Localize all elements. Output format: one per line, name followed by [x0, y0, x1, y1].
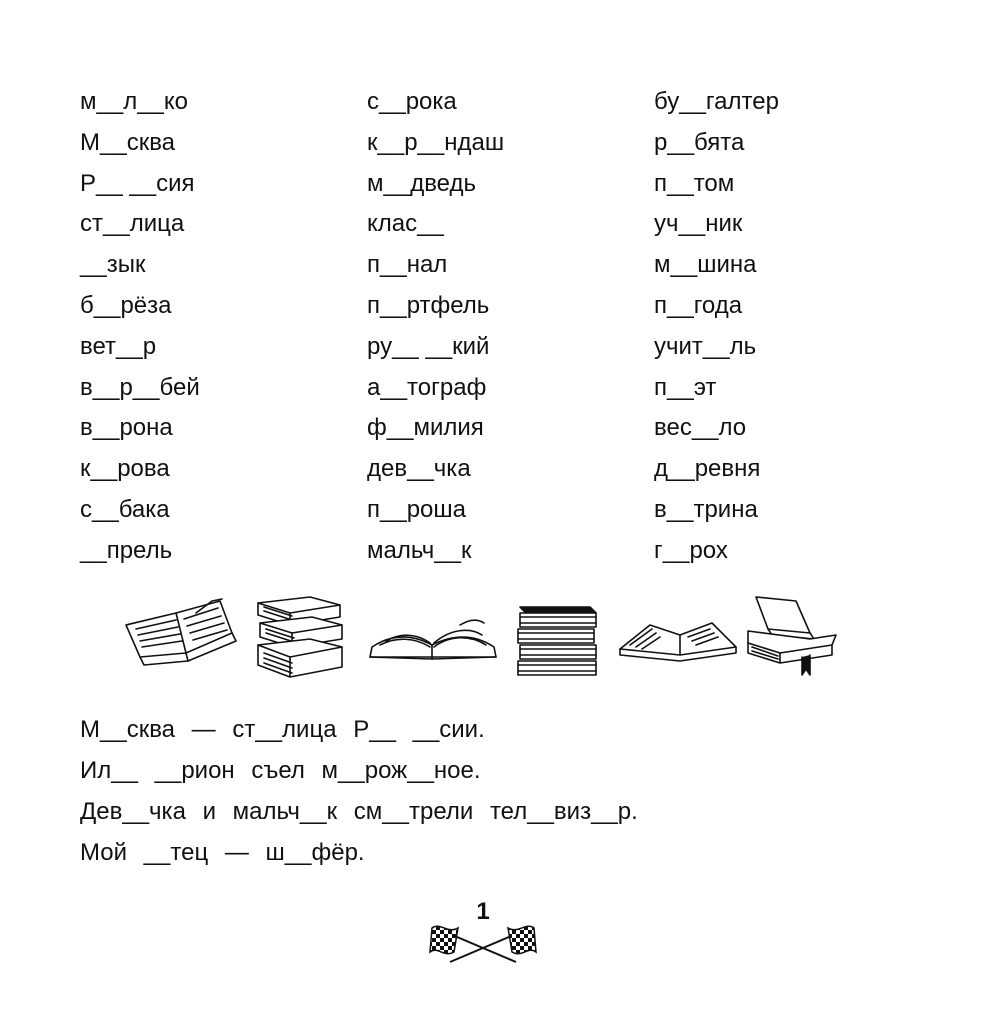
word-item: Р__ __сия — [80, 169, 195, 197]
word-column-2 — [367, 82, 654, 572]
word-item: __прель — [80, 536, 173, 564]
book-stack-icon — [258, 597, 342, 677]
word-item: дев__чка — [367, 455, 471, 483]
word-item: уч__ник — [654, 210, 743, 238]
word-item: в__рона — [80, 414, 173, 442]
word-item: п__года — [654, 291, 743, 319]
word-item: клас__ — [367, 210, 444, 238]
word-item: учит__ль — [654, 332, 757, 360]
sentence-line: Мой __тец — ш__фёр. — [80, 839, 365, 866]
open-book-icon — [620, 623, 736, 661]
book-illustrations — [120, 595, 850, 685]
word-item: с__рока — [367, 88, 457, 115]
word-item: в__трина — [654, 495, 758, 523]
book-pile-icon — [748, 597, 836, 675]
sentence-line: Ил__ __рион съел м__рож__ное. — [80, 757, 481, 784]
word-column-1 — [80, 82, 367, 572]
word-item: п__ртфель — [367, 291, 490, 319]
word-item: к__р__ндаш — [367, 128, 505, 156]
word-item: п__нал — [367, 251, 448, 279]
word-item: м__дведь — [367, 169, 477, 197]
word-item: вес__ло — [654, 414, 747, 442]
word-item: б__рёза — [80, 291, 172, 319]
word-item: в__р__бей — [80, 373, 200, 401]
sentence-exercise — [80, 709, 960, 873]
word-item: мальч__к — [367, 536, 472, 564]
word-item: г__рох — [654, 536, 728, 564]
open-book-icon — [126, 599, 236, 665]
word-item: __зык — [80, 251, 146, 279]
word-item: п__роша — [367, 495, 466, 523]
word-item: п__том — [654, 169, 735, 197]
word-exercise — [80, 82, 940, 572]
word-item: М__сква — [80, 128, 176, 156]
word-item: п__эт — [654, 373, 717, 401]
word-item: с__бака — [80, 495, 170, 523]
checkered-flags-icon — [428, 918, 538, 968]
word-item: а__тограф — [367, 373, 487, 401]
sentence-line: Дев__чка и мальч__к см__трели тел__виз__р. — [80, 798, 638, 825]
word-item: к__рова — [80, 455, 170, 483]
sentence-line: М__сква — ст__лица Р__ __сии. — [80, 716, 485, 743]
word-item: вет__р — [80, 332, 157, 360]
closed-book-stack-icon — [518, 607, 596, 675]
word-item: д__ревня — [654, 455, 761, 483]
open-book-flat-icon — [370, 620, 496, 659]
word-item: ст__лица — [80, 210, 185, 238]
word-item: м__шина — [654, 251, 757, 279]
page-number: 1 — [476, 898, 490, 925]
word-item: ф__милия — [367, 414, 484, 442]
word-column-3 — [654, 82, 779, 572]
word-item: р__бята — [654, 128, 745, 156]
word-item: ру__ __кий — [367, 332, 490, 360]
word-item: бу__галтер — [654, 88, 779, 115]
word-item: м__л__ко — [80, 88, 189, 115]
